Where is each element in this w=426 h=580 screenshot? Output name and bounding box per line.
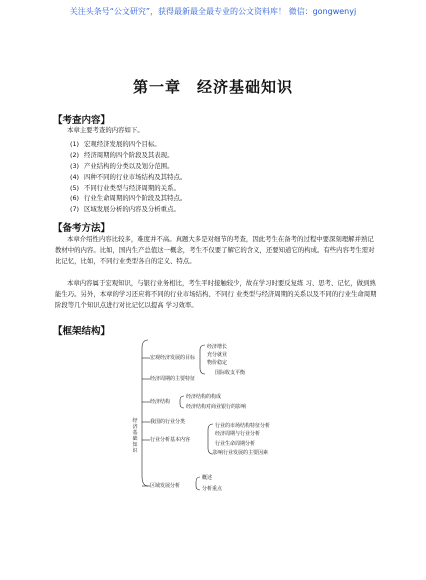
region-bracket: [196, 477, 200, 490]
header-banner: 关注头条号“公文研究”，获得最新最全最专业的公文资料库！ 微信：gongwenyj: [69, 7, 357, 16]
list-item: (3) 产业结构的分类以及划分范围。: [70, 161, 174, 170]
leaf-overview: 概述: [202, 475, 213, 481]
leaf-structure-impact: 经济结构对商业银行的影响: [186, 404, 247, 410]
branch-regional-analysis: 区域发展分析: [150, 483, 181, 489]
exam-list: [70, 139, 186, 215]
leaf-life-cycle: 行业生命周期分析: [215, 441, 256, 447]
framework-root: 经济基础知识: [132, 418, 138, 454]
leaf-structure-composition: 经济结构的构成: [186, 394, 222, 400]
method-paragraph-1: 本章介绍性内容比较多，难度并不高。真题大多是对细节的考查，因此考生在备考的过程中要深刻理解并熟记教材中的内容。比如，国内生产总值这一概念，考生不仅要了解它的含义，还要知道它的构成。有些内容考生需对比记忆，比如，不同行业类型各自的定义、特点。: [55, 235, 375, 265]
leaf-analysis-focus: 分析重点: [202, 486, 223, 492]
leaf-cycle-industry: 经济周期与行业分析: [215, 431, 261, 437]
leaf-influencing-factors: 影响行业发展的主要因素: [213, 450, 269, 456]
branch-business-cycle: 经济周期的主要特征: [150, 376, 196, 382]
leaf-balance-of-payments: 国际收支平衡: [215, 370, 246, 376]
list-item: (4) 四种不同的行业市场结构及其特点。: [70, 172, 187, 181]
section-heading-exam: 【考查内容】: [53, 115, 111, 126]
leaf-price-stability: 物价稳定: [207, 360, 228, 366]
leaf-growth: 经济增长: [207, 344, 228, 350]
branch-economic-structure: 经济结构: [150, 399, 171, 405]
section-heading-method: 【备考方法】: [53, 223, 111, 234]
list-item: (7) 区域发展分析的内容及分析重点。: [70, 205, 180, 214]
branch-industry-classification: 我国的行业分类: [150, 419, 186, 425]
root-bracket: [142, 340, 148, 486]
leaf-market-structure: 行业的市场结构特征分析: [215, 423, 271, 429]
leaf-employment: 充分就业: [207, 352, 228, 358]
list-item: (1) 宏观经济发展的四个目标。: [70, 140, 161, 148]
list-item: (5) 不同行业类型与经济周期的关系。: [70, 183, 180, 192]
list-item: (2) 经济周期的四个阶段及其表现。: [70, 150, 174, 159]
list-item: (6) 行业生命周期的四个阶段及其特点。: [70, 194, 187, 203]
method-paragraph-2: 本章内容属于宏观知识，与银行业务相比，考生平时接触较少，故在学习时要反复练 习、思考、记忆，做到熟能生巧。另外，本章的学习还应将不同的行业市场结构、不同行 业类型与经济周期的关系以及不同的行业生命周期阶段等几个知识点进行对比记忆以提高 学习效率。: [55, 279, 377, 309]
section-heading-framework: 【框架结构】: [53, 326, 111, 337]
chapter-title: 第一章 经济基础知识: [132, 78, 293, 96]
branch-macro-goal: 宏观经济发展的目标: [150, 355, 196, 361]
exam-intro: 本章主要考查的内容如下。: [67, 126, 144, 134]
goal-bracket: [200, 345, 205, 374]
structure-bracket: [180, 396, 184, 408]
branch-industry-analysis: 行业分析基本内容: [150, 437, 191, 443]
